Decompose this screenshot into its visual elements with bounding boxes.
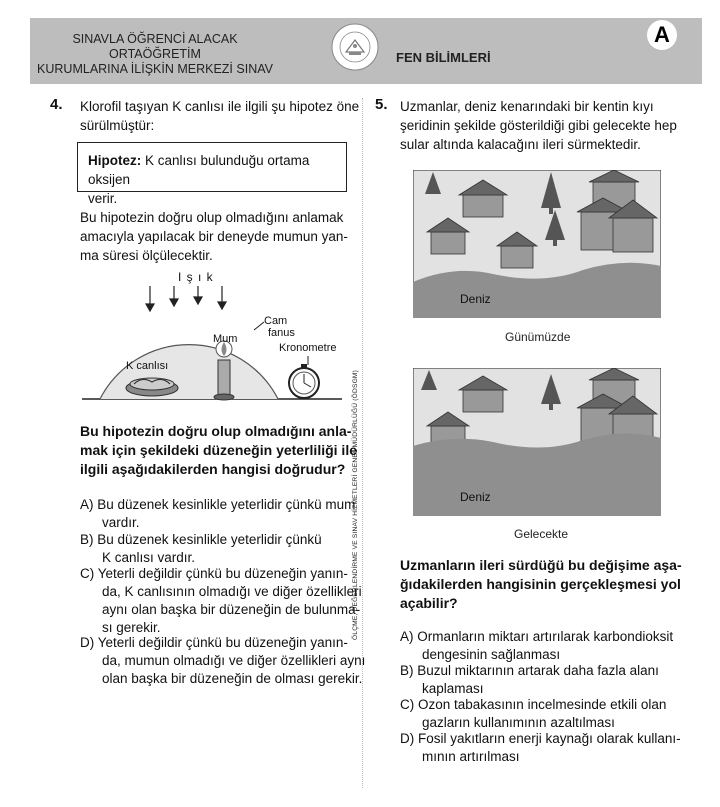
q4-option-c-line2: da, K canlısının olmadığı ve diğer özellikleri (102, 584, 362, 599)
exam-title (30, 32, 280, 77)
q4-option-a[interactable] (80, 496, 355, 532)
q4-option-c[interactable] (80, 565, 362, 637)
q4-body (80, 208, 348, 265)
q5-intro (400, 97, 677, 154)
booklet-letter: A (647, 20, 677, 50)
figure-label-organism: K canlısı (126, 360, 169, 372)
q4-option-a-line2: vardır. (102, 515, 140, 530)
q5-option-b[interactable] (400, 662, 659, 698)
hypothesis-text-line2: verir. (88, 191, 118, 206)
city-future-picture (413, 368, 661, 516)
q5-intro-line2: şeridinin şekilde gösterildiği gibi gelecekte hep (400, 118, 677, 133)
caption-today: Günümüzde (505, 330, 571, 344)
q4-option-b-line2: K canlısı vardır. (102, 550, 196, 565)
q4-option-c-line4: sı gerekir. (102, 620, 161, 635)
exam-title-line2: KURUMLARINA İLİŞKİN MERKEZİ SINAV (37, 62, 273, 76)
q5-option-d-line2: mının artırılması (422, 749, 520, 764)
q5-option-a-line2: dengesinin sağlanması (422, 647, 561, 662)
figure-label-light: I ş ı k (178, 270, 214, 284)
q4-intro-line2: sürülmüştür: (80, 118, 155, 133)
q5-option-b-line2: kaplaması (422, 681, 484, 696)
q5-intro-line1: Uzmanlar, deniz kenarındaki bir kentin kıyı (400, 99, 654, 114)
q5-option-c-line2: gazların kullanımının azaltılması (422, 715, 615, 730)
q4-option-d-line2: da, mumun olmadığı ve diğer özellikleri aynı (102, 653, 366, 668)
sea-label-future: Deniz (460, 490, 491, 504)
q5-stem (400, 556, 682, 613)
question-5-number: 5. (375, 96, 388, 113)
q4-body-line1: Bu hipotezin doğru olup olmadığını anlamak (80, 210, 344, 225)
hypothesis-text-line1: K canlısı bulunduğu ortama oksijen (88, 153, 310, 187)
q5-option-c-line1: C) Ozon tabakasının incelmesinde etkili olan (400, 697, 667, 712)
hypothesis-label: Hipotez: (88, 153, 142, 168)
q5-stem-line3: açabilir? (400, 595, 458, 611)
hypothesis-box (77, 142, 347, 206)
q5-option-b-line1: B) Buzul miktarının artarak daha fazla alanı (400, 663, 659, 678)
q4-option-d-line3: olan başka bir düzeneğin de olması gerekir. (102, 671, 363, 686)
q5-option-c[interactable] (400, 696, 666, 732)
q4-intro-line1: Klorofil taşıyan K canlısı ile ilgili şu hipotez öne (80, 99, 360, 114)
q5-stem-line2: ğıdakilerden hangisinin gerçekleşmesi yol (400, 576, 681, 592)
q4-option-d[interactable] (80, 634, 365, 688)
q4-option-b[interactable] (80, 531, 322, 567)
exam-title-line1: SINAVLA ÖĞRENCİ ALACAK ORTAÖĞRETİM (72, 32, 238, 61)
light-arrows-icon (146, 286, 226, 311)
stopwatch-icon (289, 364, 319, 398)
figure-label-cam: Cam (264, 315, 288, 327)
q4-option-a-line1: A) Bu düzenek kesinlikle yeterlidir çünkü mum (80, 497, 356, 512)
q4-option-b-line1: B) Bu düzenek kesinlikle yeterlidir çünkü (80, 532, 322, 547)
q4-stem (80, 422, 357, 479)
q4-stem-line1: Bu hipotezin doğru olup olmadığını anla- (80, 423, 352, 439)
cam-pointer (254, 322, 264, 330)
q4-stem-line3: ilgili aşağıdakilerden hangisi doğrudur? (80, 461, 346, 477)
q4-body-line3: ma süresi ölçülecektir. (80, 248, 213, 263)
question-4-number: 4. (50, 96, 63, 113)
q5-option-d[interactable] (400, 730, 681, 766)
figure-label-stopwatch: Kronometre (279, 342, 337, 354)
q5-stem-line1: Uzmanların ileri sürdüğü bu değişime aşa- (400, 557, 682, 573)
q4-option-c-line1: C) Yeterli değildir çünkü bu düzeneğin yanın- (80, 566, 348, 581)
q4-intro (80, 97, 359, 135)
ministry-seal-icon (330, 22, 380, 72)
q4-stem-line2: mak için şekildeki düzeneğin yeterliliği ile (80, 442, 357, 458)
q4-option-c-line3: aynı olan başka bir düzeneğin de bulunma- (102, 602, 361, 617)
q4-body-line2: amacıyla yapılacak bir deneyde mumun yan- (80, 229, 348, 244)
subject-title: FEN BİLİMLERİ (396, 50, 491, 65)
organism-dish-icon (126, 378, 178, 396)
side-vertical-text: ÖLÇME, DEĞERLENDİRME VE SINAV HİZMETLERİ GENEL MÜDÜRLÜĞÜ (ÖDSGM) (352, 370, 359, 640)
sea-label-today: Deniz (460, 292, 491, 306)
q5-option-d-line1: D) Fosil yakıtların enerji kaynağı olarak kullanı- (400, 731, 681, 746)
caption-future: Gelecekte (514, 527, 569, 541)
q5-option-a[interactable] (400, 628, 673, 664)
figure-label-cam-fanus (264, 315, 295, 339)
q5-intro-line3: sular altında kalacağını ileri sürmektedir. (400, 137, 641, 152)
q4-option-d-line1: D) Yeterli değildir çünkü bu düzeneğin yanın- (80, 635, 348, 650)
figure-label-fanus: fanus (268, 327, 295, 339)
city-today-picture (413, 170, 661, 318)
q5-option-a-line1: A) Ormanların miktarı artırılarak karbondioksit (400, 629, 674, 644)
figure-label-candle: Mum (213, 333, 238, 345)
